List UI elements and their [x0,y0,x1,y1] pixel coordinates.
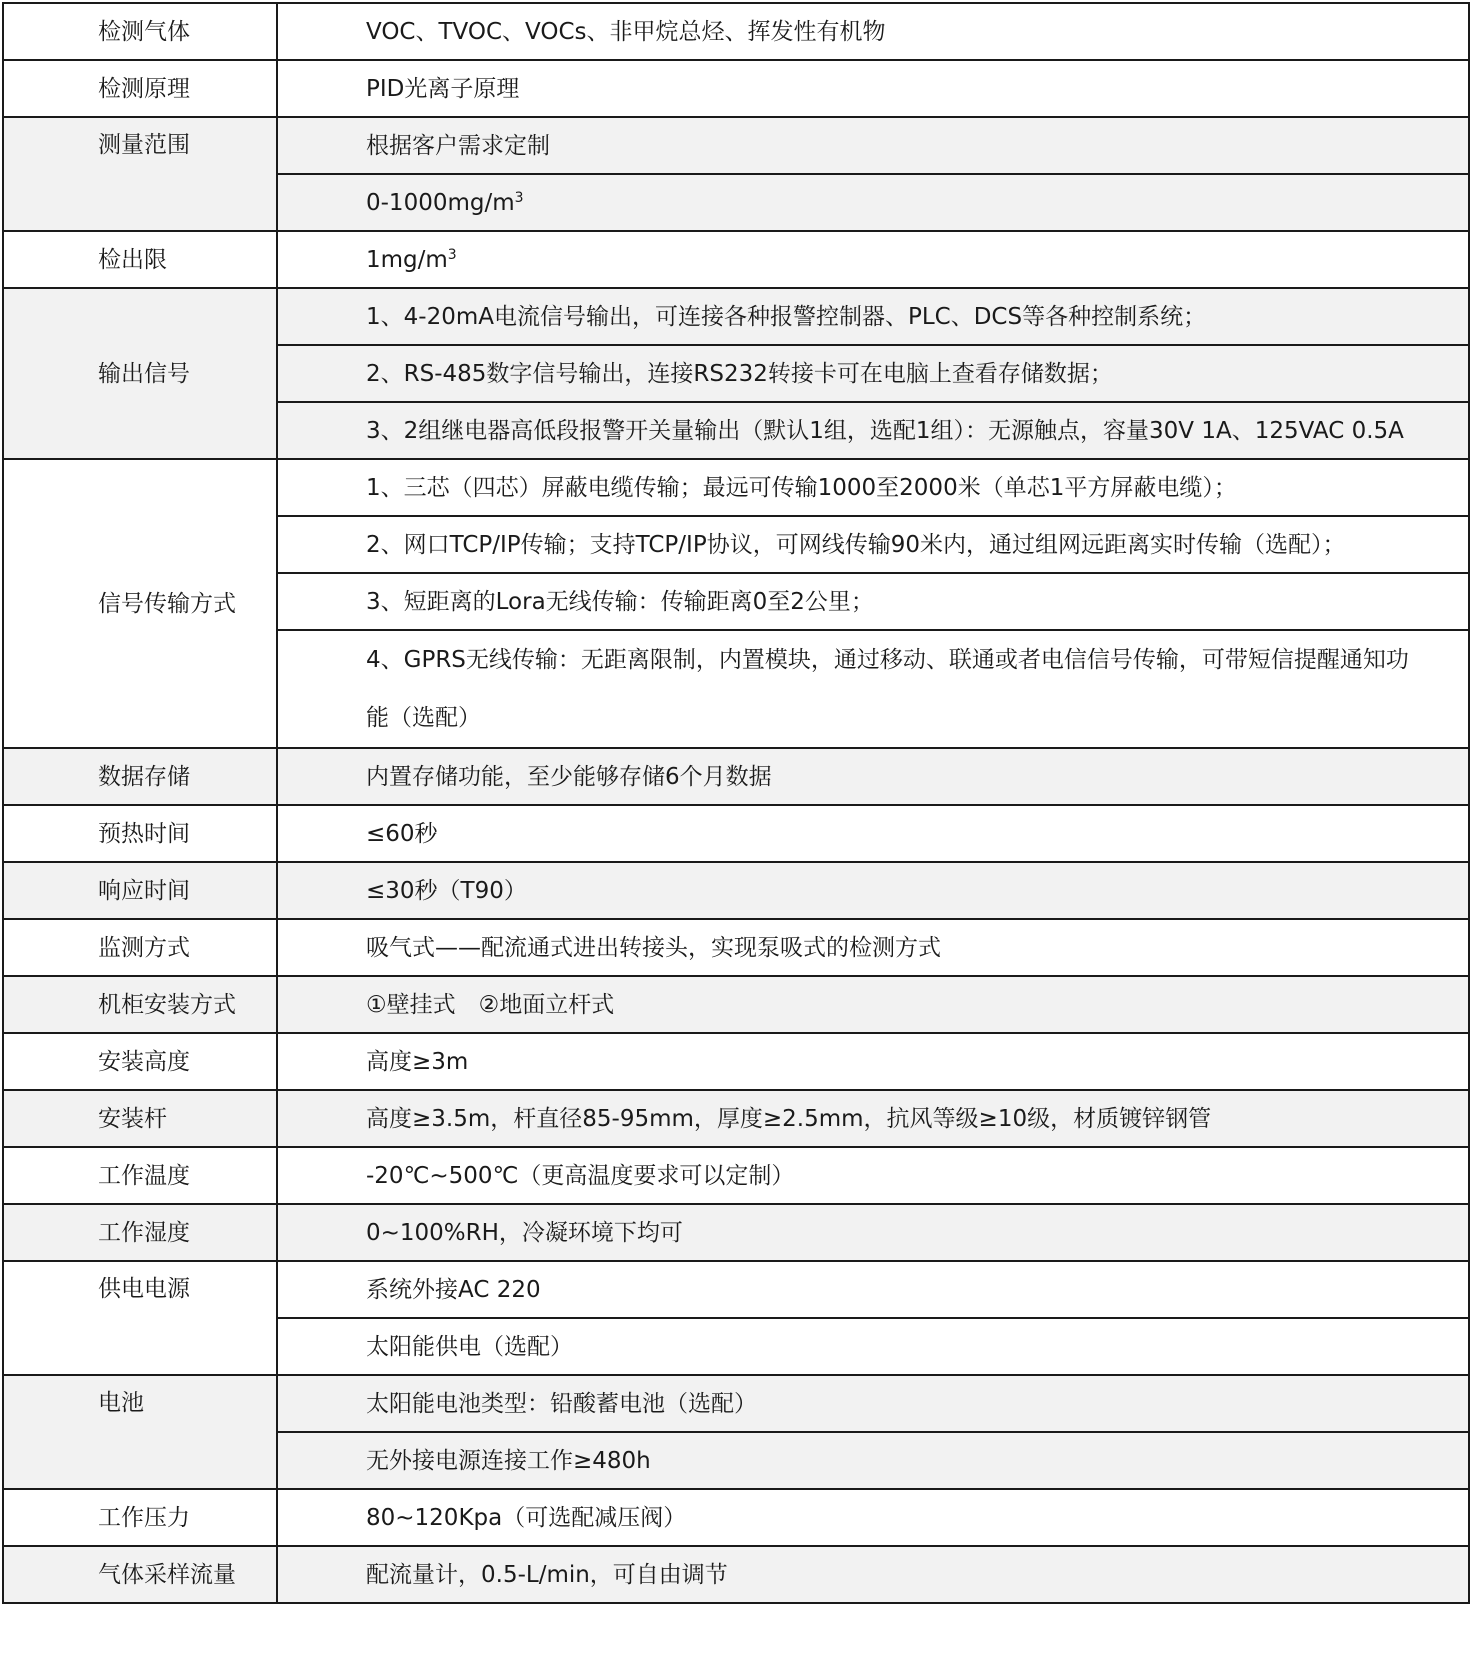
row-value: 根据客户需求定制 [277,117,1469,174]
row-value: ≤30秒（T90） [277,862,1469,919]
row-label: 响应时间 [3,862,277,919]
row-value: 80~120Kpa（可选配减压阀） [277,1489,1469,1546]
row-value: PID光离子原理 [277,60,1469,117]
table-row [3,1090,1469,1147]
table-row [3,1489,1469,1546]
row-value: -20℃~500℃（更高温度要求可以定制） [277,1147,1469,1204]
row-label: 气体采样流量 [3,1546,277,1603]
table-row [3,1147,1469,1204]
row-label: 检测原理 [3,60,277,117]
row-label: 预热时间 [3,805,277,862]
row-label: 安装杆 [3,1090,277,1147]
table-row [3,805,1469,862]
table-row [3,117,1469,174]
row-label: 监测方式 [3,919,277,976]
row-value: 高度≥3m [277,1033,1469,1090]
row-label: 检出限 [3,231,277,288]
table-row [3,3,1469,60]
table-row [3,60,1469,117]
row-value: VOC、TVOC、VOCs、非甲烷总烃、挥发性有机物 [277,3,1469,60]
row-value [277,174,1469,231]
row-value: 3、2组继电器高低段报警开关量输出（默认1组，选配1组）：无源触点，容量30V 1A、125VAC 0.5A [277,402,1469,459]
row-label: 数据存储 [3,748,277,805]
table-row [3,1261,1469,1318]
row-value: 吸气式——配流通式进出转接头，实现泵吸式的检测方式 [277,919,1469,976]
superscript: 3 [514,189,524,206]
row-value: 2、网口TCP/IP传输；支持TCP/IP协议，可网线传输90米内，通过组网远距离实时传输（选配）； [277,516,1469,573]
row-label: 工作温度 [3,1147,277,1204]
row-label: 检测气体 [3,3,277,60]
table-row [3,919,1469,976]
table-row [3,1375,1469,1432]
table-row [3,862,1469,919]
row-value: 太阳能供电（选配） [277,1318,1469,1375]
row-label: 信号传输方式 [3,459,277,748]
table-row [3,459,1469,516]
row-value: 内置存储功能，至少能够存储6个月数据 [277,748,1469,805]
table-row [3,231,1469,288]
row-label: 安装高度 [3,1033,277,1090]
row-value: 4、GPRS无线传输：无距离限制，内置模块，通过移动、联通或者电信信号传输，可带短信提醒通知功能（选配） [277,630,1469,748]
row-value: 1、三芯（四芯）屏蔽电缆传输；最远可传输1000至2000米（单芯1平方屏蔽电缆）； [277,459,1469,516]
table-row [3,288,1469,345]
row-value: 1、4-20mA电流信号输出，可连接各种报警控制器、PLC、DCS等各种控制系统； [277,288,1469,345]
table-row [3,748,1469,805]
table-row [3,976,1469,1033]
row-value: 0~100%RH，冷凝环境下均可 [277,1204,1469,1261]
row-value: ①壁挂式 ②地面立杆式 [277,976,1469,1033]
superscript: 3 [447,246,457,263]
row-value: 2、RS-485数字信号输出，连接RS232转接卡可在电脑上查看存储数据； [277,345,1469,402]
row-label: 测量范围 [3,117,277,231]
row-value: 无外接电源连接工作≥480h [277,1432,1469,1489]
table-row [3,1033,1469,1090]
row-value: 配流量计，0.5-L/min，可自由调节 [277,1546,1469,1603]
row-label: 工作压力 [3,1489,277,1546]
row-value: ≤60秒 [277,805,1469,862]
row-label: 供电电源 [3,1261,277,1375]
table-row [3,1546,1469,1603]
value-text: 0-1000mg/m [366,189,515,216]
spec-table [2,2,1470,1604]
row-value: 太阳能电池类型：铅酸蓄电池（选配） [277,1375,1469,1432]
row-label: 输出信号 [3,288,277,459]
row-value: 高度≥3.5m，杆直径85-95mm，厚度≥2.5mm，抗风等级≥10级，材质镀锌钢管 [277,1090,1469,1147]
value-text: 1mg/m [366,246,448,273]
row-value: 系统外接AC 220 [277,1261,1469,1318]
row-value [277,231,1469,288]
row-label: 机柜安装方式 [3,976,277,1033]
row-label: 电池 [3,1375,277,1489]
table-row [3,1204,1469,1261]
row-value: 3、短距离的Lora无线传输：传输距离0至2公里； [277,573,1469,630]
row-label: 工作湿度 [3,1204,277,1261]
